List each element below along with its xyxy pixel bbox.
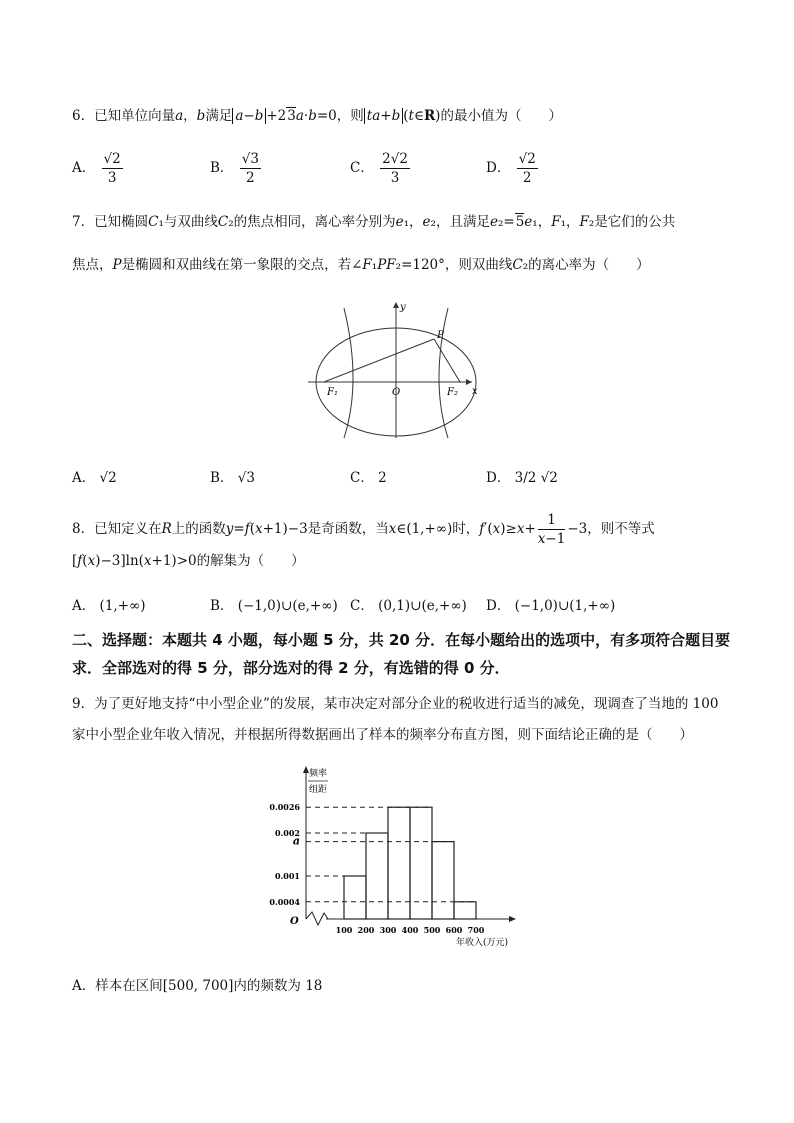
q8-option-d[interactable]: D． (−1,0)∪(1,+∞) [486,598,616,614]
q9-stem-line1: 9．为了更好地支持“中小型企业”的发展，某市决定对部分企业的税收进行适当的减免，现调查了当地的 100 [72,696,719,712]
segment-p-f2 [434,339,460,382]
hist-bar-200-300 [366,833,388,919]
point-p-label: P [437,330,444,341]
hist-xtick-label: 500 [423,925,441,935]
hyperbola-right-branch [439,308,448,438]
y-axis-label: y [400,302,406,313]
hist-axis-break-icon [306,912,328,925]
y-axis-arrow-icon [393,302,399,308]
q7-option-d[interactable]: D． 3/2 √2 [486,470,558,486]
q6-option-d[interactable]: D． $\frac{√2}{2}$ [486,151,536,186]
origin-label: O [392,387,401,398]
q6-option-a[interactable]: A． $\frac{√2}{3}$ [72,151,121,186]
hist-bar-600-700 [454,902,476,919]
q6-option-b[interactable]: B． $\frac{√3}{2}$ [210,151,259,186]
hist-xtick-label: 700 [467,925,485,935]
q8-option-b[interactable]: B． (−1,0)∪(e,+∞) [210,598,338,614]
hist-ytick-label: a [292,834,300,848]
hist-ylabel-top: 频率 [308,769,328,779]
hist-ylabel-bottom: 组距 [308,785,328,795]
hist-ytick-label: 0.001 [274,871,300,881]
hist-bar-500-600 [432,842,454,919]
hist-xlabel: 年收入(万元) [455,938,509,948]
hist-x-axis-arrow-icon [509,916,516,922]
q7-stem-line2: 焦点，P是椭圆和双曲线在第一象限的交点，若∠F₁PF₂=120°，则双曲线C₂的离心率为（ ） [72,257,650,273]
q8-stem-line2: [f(x)−3]ln(x+1)>0的解集为（ ） [72,553,305,569]
q7-ellipse-hyperbola-figure [300,296,490,442]
q7-stem-line1: 7．已知椭圆C₁与双曲线C₂的焦点相同，离心率分别为e₁，e₂，且满足e₂=5e₁，F₁，F₂是它们的公共 [72,214,676,230]
section-2-heading: 二、选择题：本题共 4 小题，每小题 5 分，共 20 分．在每小题给出的选项中，有多项符合题目要求．全部选对的得 5 分，部分选对的得 2 分，有选错的得 0 分． [72,631,731,677]
q8-option-a[interactable]: A． (1,+∞) [72,598,146,614]
hist-bar-100-200 [344,876,366,919]
hist-xtick-label: 200 [357,925,375,935]
q9-option-a[interactable]: A．样本在区间[500, 700]内的频数为 18 [72,978,323,994]
q7-option-c[interactable]: C． 2 [350,470,387,486]
hist-xtick-label: 100 [335,925,353,935]
q9-frequency-histogram [266,762,526,954]
hist-xtick-label: 300 [379,925,397,935]
hist-origin-label: O [290,916,299,927]
q7-option-a[interactable]: A． √2 [72,470,117,486]
x-axis-arrow-icon [466,379,472,385]
q9-stem-line2: 家中小型企业年收入情况，并根据所得数据画出了样本的频率分布直方图，则下面结论正确的是（ ） [72,727,693,743]
hist-ytick-label: 0.0026 [269,802,300,813]
q8-stem-line1: 8．已知定义在R上的函数y=f(x+1)−3是奇函数，当x∈(1,+∞)时，f′(x)≥x+ $\frac{1}{x-1}$ −3，则不等式 [72,512,655,547]
hist-ytick-label: 0.0004 [269,896,300,907]
q6-option-c[interactable]: C． $\frac{2√2}{3}$ [350,151,408,186]
hist-xtick-label: 600 [445,925,463,935]
q6-stem: 6．已知单位向量a，b满足 a−b +23a·b=0，则 ta+b (t∈R)的最小值为（ ） [72,108,562,124]
point-f1-label: F₁ [327,387,338,398]
hist-bar-400-500 [410,807,432,919]
q7-option-b[interactable]: B． √3 [210,470,255,486]
x-axis-label: x [472,386,478,397]
hist-ytick-label: 0.002 [274,828,300,838]
hyperbola-left-branch [344,308,353,438]
segment-f1-p [324,339,434,382]
hist-xtick-label: 400 [401,925,419,935]
q8-option-c[interactable]: C． (0,1)∪(e,+∞) [350,598,467,614]
point-f2-label: F₂ [447,387,458,398]
